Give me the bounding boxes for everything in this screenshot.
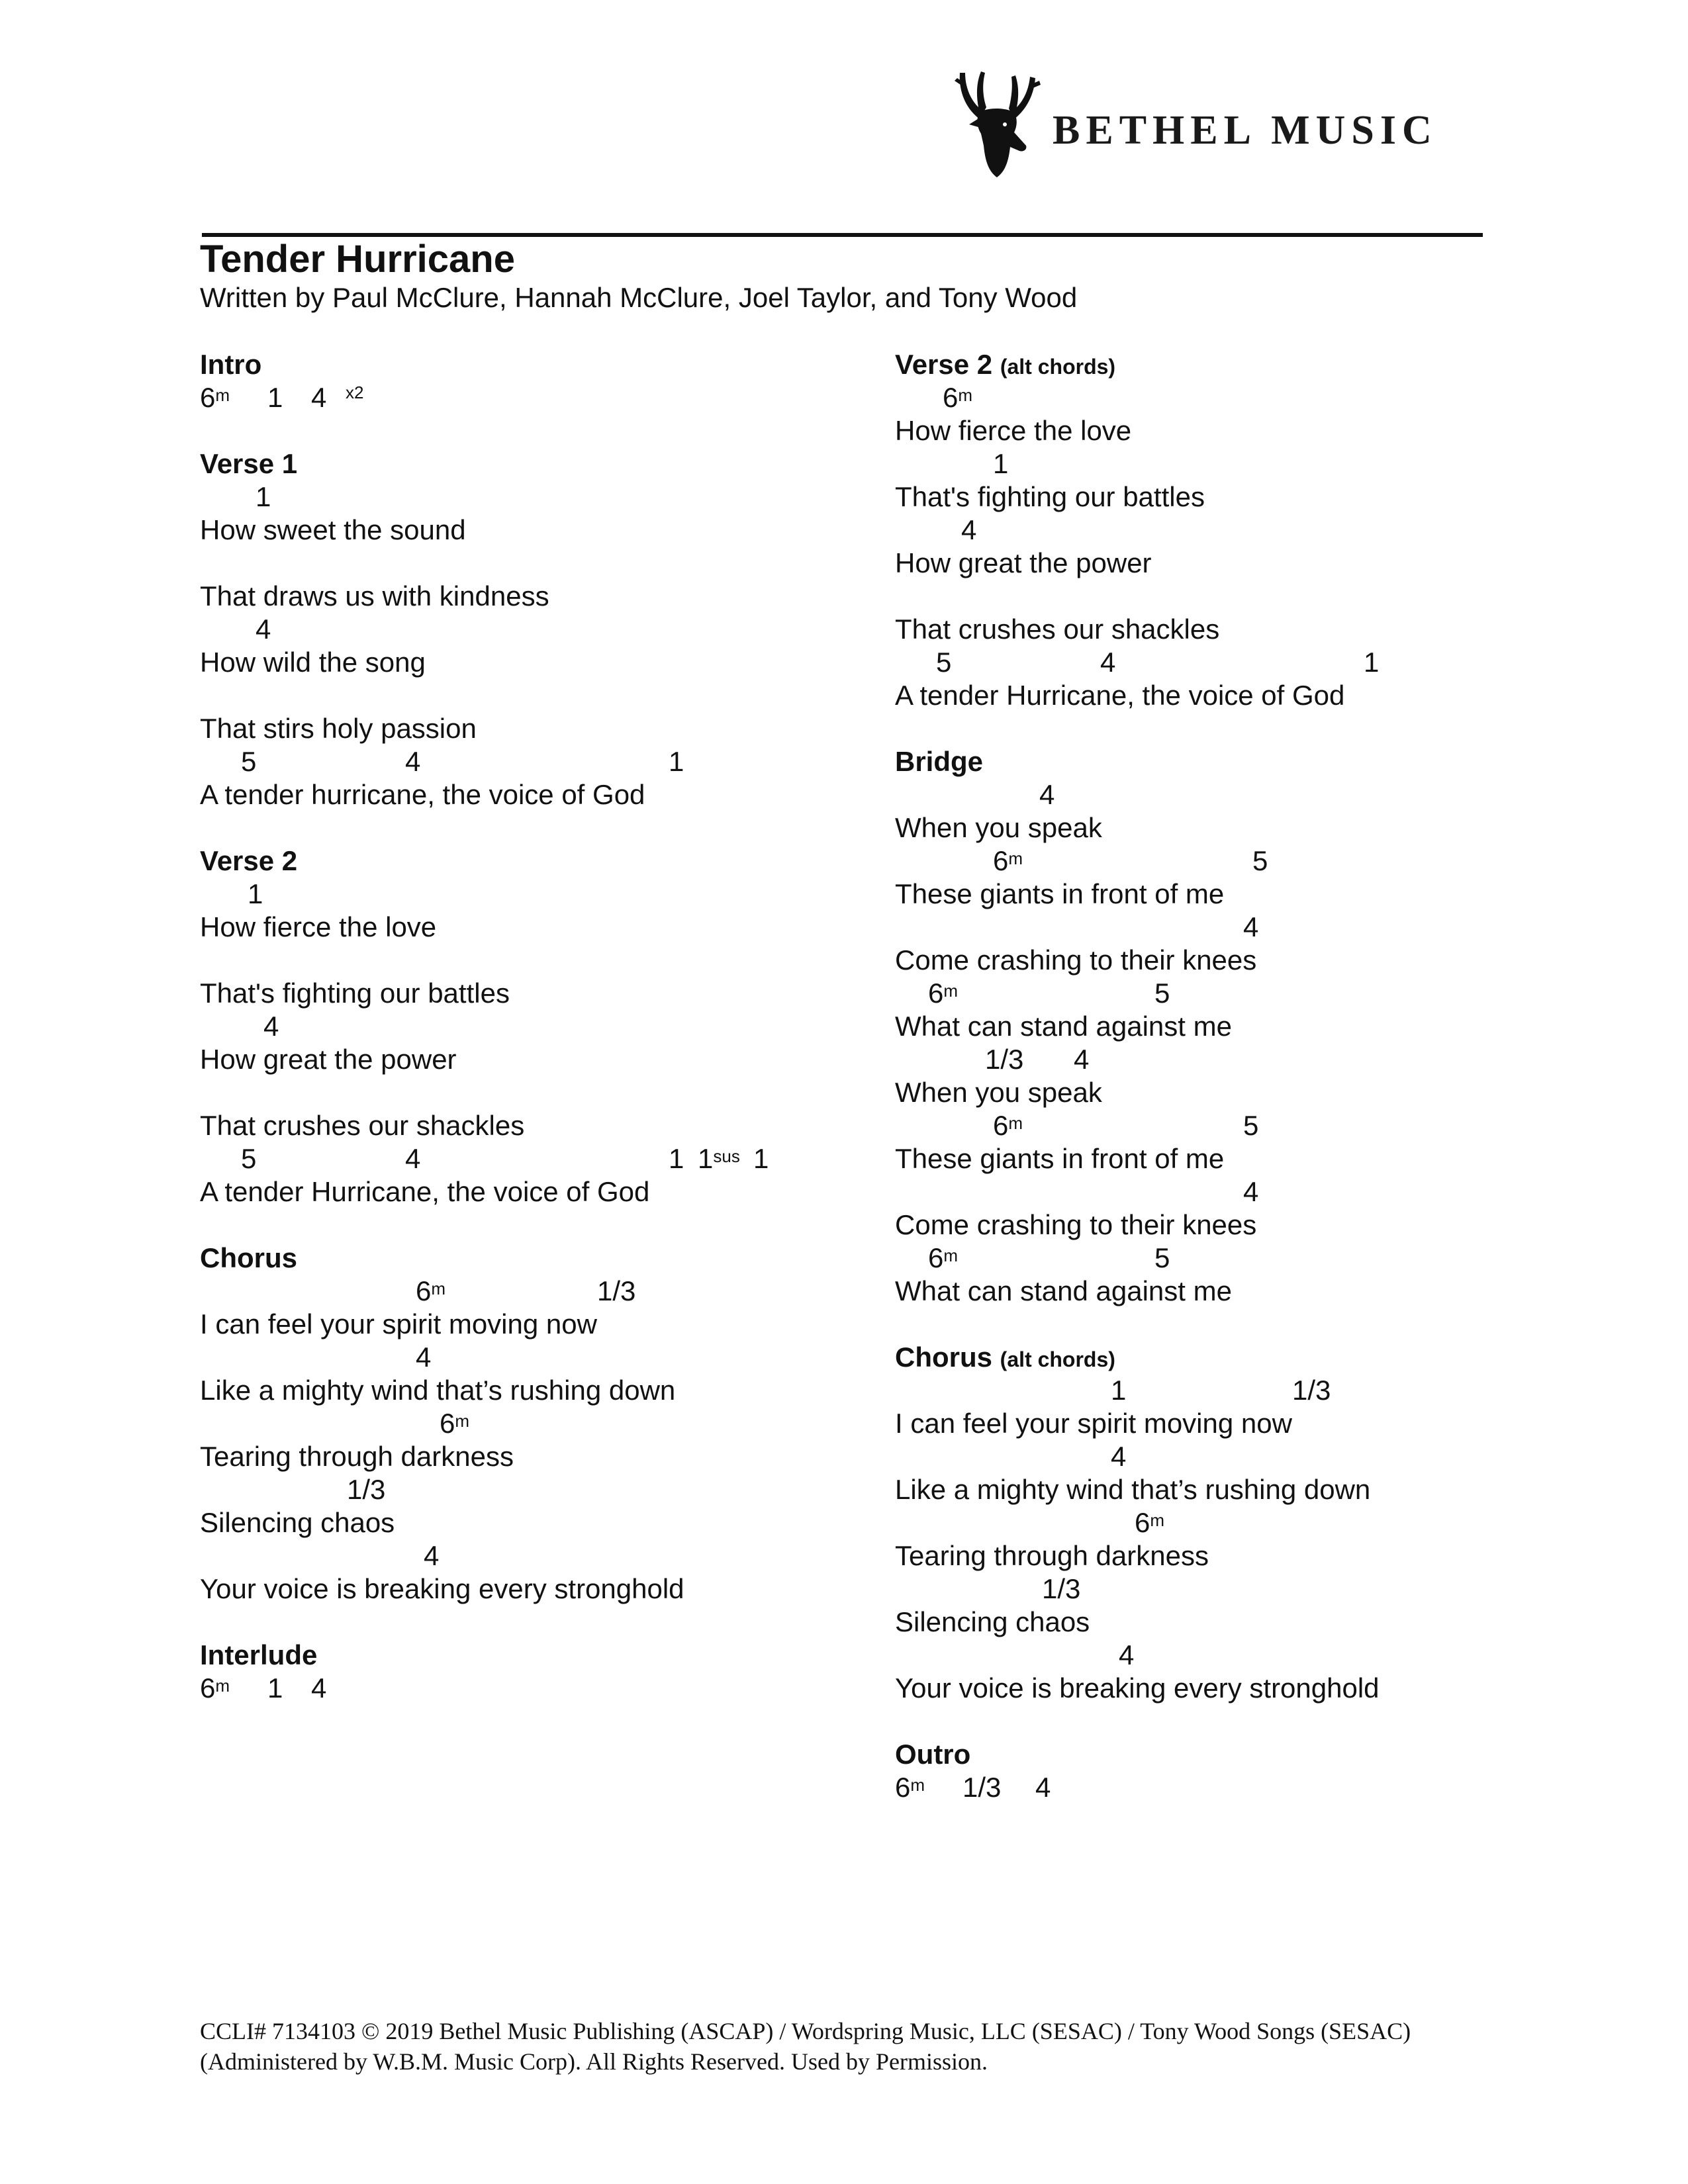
section-bridge [895, 745, 1557, 1308]
chord: 5 [936, 647, 952, 678]
chord-quality: m [215, 385, 230, 405]
chord: 6 [928, 1242, 944, 1273]
chord: 4 [311, 382, 327, 413]
section-title: Chorus [200, 1242, 297, 1273]
chord: 4 [424, 1540, 440, 1571]
chord: 5 [1243, 1110, 1259, 1141]
chord: 1 [267, 1672, 283, 1704]
chord: 5 [1252, 845, 1268, 876]
lyric-line: That stirs holy passion [200, 713, 477, 744]
chord: 1 [669, 746, 684, 777]
lyric-line: A tender Hurricane, the voice of God [895, 680, 1345, 711]
chord: 4 [405, 746, 421, 777]
chord: 4 [416, 1342, 432, 1373]
chord: 1 [256, 481, 271, 512]
chord: 4 [1243, 1176, 1259, 1207]
chord: 1 [267, 382, 283, 413]
chord: 4 [263, 1011, 279, 1042]
lyric-line: Like a mighty wind that’s rushing down [895, 1474, 1371, 1505]
chord: 6 [200, 382, 216, 413]
chord-quality: m [455, 1411, 470, 1431]
chord: 4 [1039, 779, 1055, 810]
lyric-line: When you speak [895, 812, 1102, 843]
section-outro [895, 1738, 1557, 1804]
chord-quality: m [958, 385, 973, 405]
section-chorus [200, 1242, 862, 1606]
chord-quality: m [1150, 1510, 1165, 1530]
lyric-line: A tender hurricane, the voice of God [200, 779, 645, 810]
chord-quality: m [431, 1279, 446, 1298]
section-title: Verse 2 [200, 845, 298, 876]
chord-quality: m [943, 981, 959, 1001]
chord: 6 [928, 978, 944, 1009]
section-verse-1 [200, 447, 862, 811]
chord: 4 [1119, 1639, 1135, 1670]
chord: 6 [993, 845, 1009, 876]
chord: 1 [698, 1143, 714, 1174]
chord: 1/3 [962, 1772, 1002, 1803]
section-title: Verse 1 [200, 448, 298, 479]
chord: 5 [241, 1143, 257, 1174]
section-title: Chorus (alt chords) [895, 1342, 1115, 1373]
lyric-line: How fierce the love [895, 415, 1132, 446]
lyric-line: A tender Hurricane, the voice of God [200, 1176, 650, 1207]
chord: 5 [1154, 978, 1170, 1009]
chord-quality: m [1008, 848, 1023, 868]
section-chorus-alt [895, 1341, 1557, 1705]
lyric-line: That draws us with kindness [200, 580, 549, 612]
lyric-line: What can stand against me [895, 1275, 1232, 1306]
chord-quality: m [1008, 1113, 1023, 1133]
section-title: Interlude [200, 1639, 318, 1670]
section-note: (alt chords) [1000, 355, 1116, 379]
chord: 1/3 [1292, 1375, 1331, 1406]
chord: 1 [993, 448, 1009, 479]
lyric-line: How great the power [895, 547, 1152, 578]
deer-head-icon [953, 46, 1053, 179]
chord-quality: m [215, 1676, 230, 1696]
lyric-line: These giants in front of me [895, 1143, 1225, 1174]
lyric-line: That crushes our shackles [895, 614, 1220, 645]
lyric-line: Your voice is breaking every stronghold [200, 1573, 684, 1604]
lyric-line: Tearing through darkness [895, 1540, 1209, 1571]
chord-line [200, 381, 862, 414]
chord: 4 [1243, 911, 1259, 942]
section-title: Bridge [895, 746, 984, 777]
lyric-line: What can stand against me [895, 1011, 1232, 1042]
chord: 1/3 [985, 1044, 1024, 1075]
lyric-line: That's fighting our battles [895, 481, 1205, 512]
lyric-line: How great the power [200, 1044, 457, 1075]
brand-header [953, 46, 1483, 185]
chord: 5 [1154, 1242, 1170, 1273]
chord: 6 [1135, 1507, 1150, 1538]
chord-quality: sus [713, 1146, 740, 1166]
section-interlude [200, 1639, 862, 1705]
chord: 1 [248, 878, 263, 909]
lyric-line: I can feel your spirit moving now [200, 1308, 597, 1340]
lyric-line: Silencing chaos [200, 1507, 395, 1538]
chord-quality: m [943, 1246, 959, 1265]
chord: 6 [440, 1408, 455, 1439]
lyric-line: How sweet the sound [200, 514, 466, 545]
lyric-line: When you speak [895, 1077, 1102, 1108]
chord: 6 [416, 1275, 432, 1306]
chord: 4 [256, 614, 271, 645]
lyric-line: I can feel your spirit moving now [895, 1408, 1292, 1439]
lyric-line: That's fighting our battles [200, 978, 510, 1009]
right-column [895, 348, 1557, 1837]
chord: 1/3 [347, 1474, 386, 1505]
song-title: Tender Hurricane [200, 238, 515, 281]
chord: 1 [1111, 1375, 1127, 1406]
section-intro [200, 348, 862, 414]
chord: 4 [961, 514, 977, 545]
lyric-line: Your voice is breaking every stronghold [895, 1672, 1380, 1704]
chord-quality: m [910, 1775, 925, 1795]
lyric-line: How wild the song [200, 647, 426, 678]
lyric-line: Come crashing to their knees [895, 1209, 1257, 1240]
chord: 4 [1035, 1772, 1051, 1803]
brand-name: BETHEL MUSIC [1053, 108, 1438, 153]
chord: 4 [1111, 1441, 1127, 1472]
section-note: (alt chords) [1000, 1347, 1115, 1371]
copyright-footer: CCLI# 7134103 © 2019 Bethel Music Publishing (ASCAP) / Wordspring Music, LLC (SESAC) / Tony Wood Songs (SESAC) (Administered by W.B.M. Music Corp). All Rights Reserved. Used by Permission. [200, 2018, 1411, 2075]
chord: 1 [669, 1143, 684, 1174]
section-title: Verse 2 (alt chords) [895, 349, 1116, 380]
lyric-line: Tearing through darkness [200, 1441, 514, 1472]
lyric-line: Silencing chaos [895, 1606, 1090, 1637]
repeat-marker: x2 [346, 383, 364, 402]
chord: 4 [1074, 1044, 1090, 1075]
lyric-line: Come crashing to their knees [895, 944, 1257, 976]
chord: 1 [1364, 647, 1380, 678]
chord: 4 [405, 1143, 421, 1174]
section-verse-2 [200, 844, 862, 1208]
chord: 6 [895, 1772, 911, 1803]
lyric-line: That crushes our shackles [200, 1110, 525, 1141]
chord: 4 [1100, 647, 1116, 678]
chord: 1 [753, 1143, 769, 1174]
chord: 1/3 [597, 1275, 636, 1306]
chord: 6 [993, 1110, 1009, 1141]
chord: 4 [311, 1672, 327, 1704]
lyric-line: How fierce the love [200, 911, 437, 942]
chord: 1/3 [1042, 1573, 1081, 1604]
section-title: Outro [895, 1739, 971, 1770]
lyric-line: Like a mighty wind that’s rushing down [200, 1375, 676, 1406]
chord: 5 [241, 746, 257, 777]
section-title: Intro [200, 349, 262, 380]
song-writers: Written by Paul McClure, Hannah McClure, Joel Taylor, and Tony Wood [200, 282, 1078, 313]
lyric-line: These giants in front of me [895, 878, 1225, 909]
chord: 6 [943, 382, 959, 413]
left-column [200, 348, 862, 1738]
chord: 6 [200, 1672, 216, 1704]
section-verse-2-alt [895, 348, 1557, 712]
